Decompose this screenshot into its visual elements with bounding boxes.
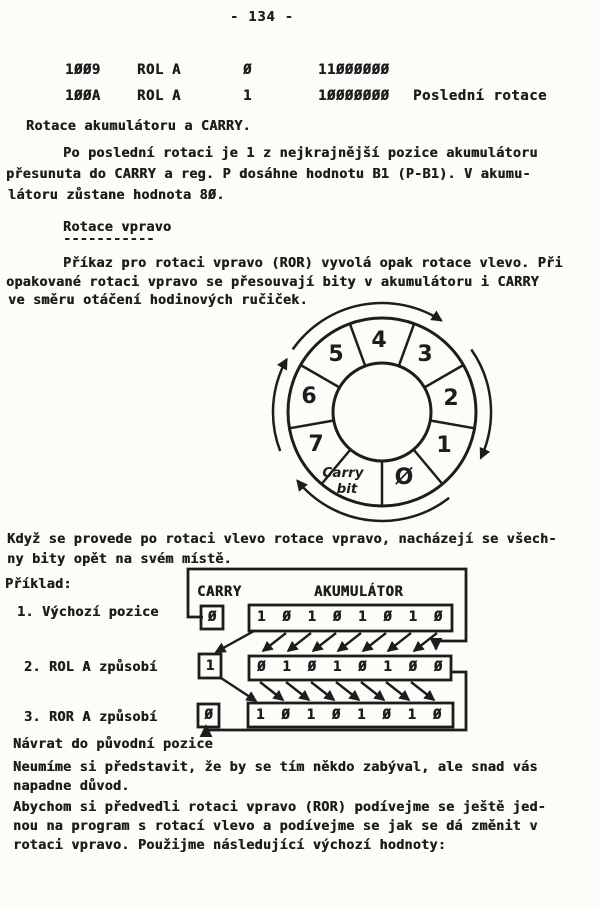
accumulator-bits-step2: Ø 1 Ø 1 Ø 1 Ø Ø: [257, 659, 447, 675]
text-line: Abychom si předvedli rotaci vpravo (ROR) podívejme se ještě jed-: [13, 799, 546, 815]
wheel-inner-circle: [333, 363, 431, 461]
page-number: - 134 -: [230, 9, 294, 25]
text-line: přesunuta do CARRY a reg. P dosáhne hodnotu B1 (P-B1). V akumu-: [6, 166, 531, 182]
ror-shift-arrows: [221, 678, 434, 701]
carry-value-step3: Ø: [204, 707, 213, 723]
text-line: Neumíme si představit, že by se tím někdo zabýval, ale snad vás: [13, 759, 538, 775]
wheel-label-6: 6: [301, 384, 317, 409]
text-line: Návrat do původní pozice: [13, 736, 213, 752]
text-line: nou na program s rotací vlevo a podívejme se jak se dá změnit v: [13, 818, 538, 834]
accumulator-column-header: AKUMULÁTOR: [314, 584, 404, 600]
wheel-label-1: 1: [436, 433, 452, 458]
text-line: opakované rotaci vpravo se přesouvají bity v akumulátoru i CARRY: [6, 274, 539, 290]
text-line: Rotace akumulátoru a CARRY.: [26, 118, 251, 134]
carry-value-step2: 1: [205, 658, 215, 674]
example-label: Příklad:: [5, 576, 72, 592]
code-operand: A: [172, 62, 181, 78]
text-line: ve směru otáčení hodinových ručiček.: [8, 292, 308, 308]
accumulator-bits-step3: 1 Ø 1 Ø 1 Ø 1 Ø: [256, 707, 446, 723]
rotation-arrow-left: [273, 359, 287, 451]
code-carry: 1: [243, 88, 252, 104]
text-line: rotaci vpravo. Použijme následující výchozí hodnoty:: [13, 837, 447, 853]
code-opcode: ROL: [137, 62, 164, 78]
code-operand: A: [172, 88, 181, 104]
text-line: látoru zůstane hodnota 8Ø.: [8, 187, 225, 203]
wheel-label-2: 2: [443, 386, 459, 411]
code-opcode: ROL: [137, 88, 164, 104]
step-label-1: 1. Výchozí pozice: [17, 604, 159, 620]
wheel-label-5: 5: [328, 342, 344, 367]
text-line: Příkaz pro rotaci vpravo (ROR) vyvolá opak rotace vlevo. Při: [63, 255, 563, 271]
bit7-to-carry-arrow: [216, 631, 254, 652]
step-label-3: 3. ROR A způsobí: [24, 709, 158, 725]
code-carry: Ø: [243, 62, 252, 78]
rotation-arrow-bottom: [297, 481, 449, 521]
code-note: Poslední rotace: [413, 88, 547, 104]
wheel-label-0: Ø: [394, 465, 414, 490]
code-address: 1ØØA: [65, 88, 101, 104]
wheel-label-3: 3: [417, 342, 433, 367]
rol-shift-arrows: [216, 631, 437, 652]
code-bits: 11ØØØØØØ: [318, 62, 390, 78]
text-line: Když se provede po rotaci vlevo rotace vpravo, nacházejí se všech-: [7, 531, 557, 547]
text-line: Po poslední rotaci je 1 z nejkrajnější pozice akumulátoru: [63, 145, 538, 161]
carry-column-header: CARRY: [197, 584, 242, 600]
section-heading: Rotace vpravo: [63, 219, 172, 235]
code-address: 1ØØ9: [65, 62, 101, 78]
carry-to-bit7-arrow: [221, 678, 256, 701]
step-label-2: 2. ROL A způsobí: [24, 659, 158, 675]
wheel-label-bit-word: bit: [336, 481, 358, 497]
carry-value-step1: Ø: [207, 609, 217, 625]
section-heading-underline: -----------: [63, 231, 155, 247]
accumulator-bits-step1: 1 Ø 1 Ø 1 Ø 1 Ø: [257, 609, 447, 625]
code-bits: 1ØØØØØØØ: [318, 88, 390, 104]
wheel-label-4: 4: [371, 328, 387, 353]
text-line: ny bity opět na svém místě.: [7, 551, 232, 567]
wheel-label-carry-word: Carry: [322, 465, 364, 481]
wheel-label-7: 7: [308, 432, 324, 457]
text-line: napadne důvod.: [13, 778, 130, 794]
